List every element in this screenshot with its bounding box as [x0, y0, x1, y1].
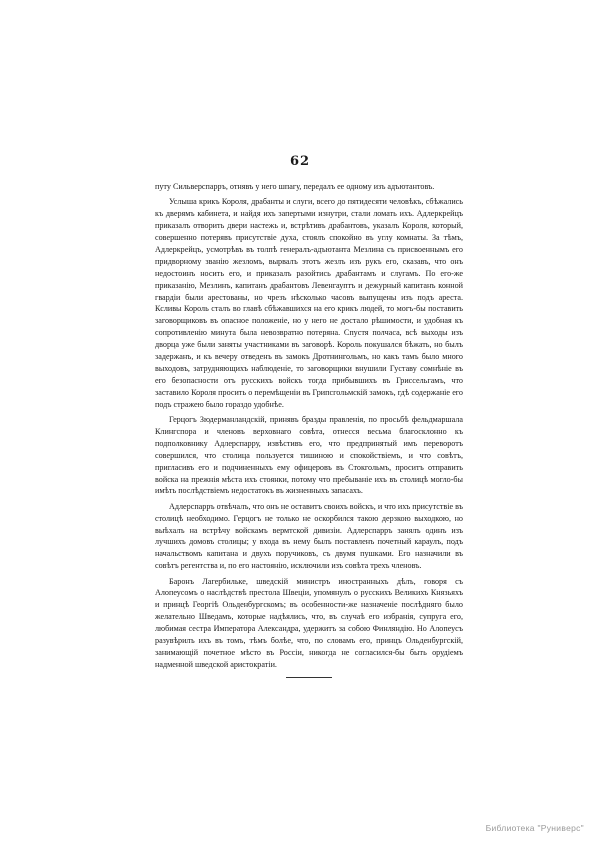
paragraph-continuation: путу Сильверспарръ, отнявъ у него шпагу, передалъ ее одному изъ адъютантовъ.: [155, 182, 435, 191]
paragraph: Адлерспарръ отвѣчалъ, что онъ не оставитъ своихъ войскъ, и что ихъ присутствіе въ столицѣ необходимо. Герцогъ не только не оскорбился такою дерзкою выходкою, но выѣхалъ на встрѣчу войскамъ вермтской дивизіи. Адлерспарръ занялъ одинъ изъ лучшихъ домовъ столицы; у входа въ нему былъ поставленъ почетный караулъ, подъ начальствомъ капитана и двухъ поручиковъ, съ двумя пушками. Его назначили въ совѣтъ регентства и, по его настоянію, исключили изъ совѣта трехъ членовъ.: [155, 501, 463, 571]
paragraph: Герцогъ Зюдерманландскій, принявъ бразды правленія, по просьбѣ фельдмаршала Клингспора и членовъ верховнаго совѣта, отнесся весьма благосклонно къ подполковнику Адлерспарру, извѣстивъ его, что предпринятый имъ переворотъ совершился, что столица пользуется тишиною и спокойствіемъ, и что совѣтъ, пригласивъ его и подчиненныхъ ему офицеровъ въ Стокгольмъ, проситъ отправить войска на прежнія мѣста ихъ стоянки, потому что пребываніе ихъ въ столицѣ могло-бы имѣть послѣдствіемъ недостатокъ въ жизненныхъ запасахъ.: [155, 415, 463, 496]
body-text: [155, 181, 463, 678]
paragraph: Баронъ Лагербильке, шведскій министръ иностранныхъ дѣлъ, говоря съ Алопеусомъ о наслѣдствѣ престола Швеціи, упомянулъ о русскихъ Великихъ Князьяхъ и принцѣ Георгіѣ Ольденбургскомъ; въ особенности-же назначеніе послѣдняго было желательно Шведамъ, которые надѣялись, что, въ случаѣ его избранія, супруга его, любимая сестра Императора Александра, удержитъ за собою Финляндію. Но Алопеусъ разувѣрилъ ихъ въ томъ, тѣмъ болѣе, что, по словамъ его, принцъ Ольденбургскій, занимающій почетное мѣсто въ Россіи, никогда не согласился-бы быть орудіемъ надменной шведской аристократіи.: [155, 576, 463, 669]
end-rule: [286, 677, 332, 678]
paragraph: Услыша крикъ Короля, драбанты и слуги, всего до пятидесяти человѣкъ, сбѣжались къ дверямъ кабинета, и найдя ихъ запертыми изнутри, стали ломать ихъ. Адлеркрейцъ приказалъ отворить двери настежь и, встрѣтивъ драбантовъ, указалъ Короля, который, совершенно потерявъ присутствіе духа, стоялъ спокойно въ углу комнаты. За тѣмъ, Адлеркрейцъ, усмотрѣвъ въ толпѣ генералъ-адъютанта Мезлина съ присвоеннымъ его придворному званію жезломъ, вырвалъ этотъ жезлъ изъ рукъ его, сказавъ, что онъ недостоинъ носить его, и приказалъ разойтись драбантамъ и слугамъ. По его-же приказанію, Мезлинъ, капитанъ драбантовъ Левенгауптъ и дежурный капитанъ конной гвардіи были арестованы, но чрезъ нѣсколько часовъ выпущены изъ подъ ареста. Ксливы Король сталъ во главѣ сбѣжавшихся на его крикъ людей, то могъ-бы поставить заговорщиковъ въ опасное положеніе, но у него не достало рѣшимости, и удобная къ сопротивленію минута была невозвратно потеряна. Спустя полчаса, всѣ выходы изъ дворца уже были заняты участниками въ заговорѣ. Король покушался бѣжать, но былъ задержанъ, и къ вечеру отведенъ въ замокъ Дротнингольмъ, но какъ тамъ было много выходовъ, затрудняющихъ наблюденіе, то заговорщики внушили Густаву сомнѣніе въ его безопасности отъ русскихъ войскъ тогда прибывшихъ въ Гриссельгамъ, что заставило Короля просить о перемѣщеніи въ Грипсгольмскій замокъ, гдѣ содержаніе его подъ стражею было гораздо удобнѣе.: [155, 197, 463, 409]
library-watermark: Библиотека "Руниверс": [485, 823, 584, 833]
page-number: 62: [289, 154, 311, 169]
